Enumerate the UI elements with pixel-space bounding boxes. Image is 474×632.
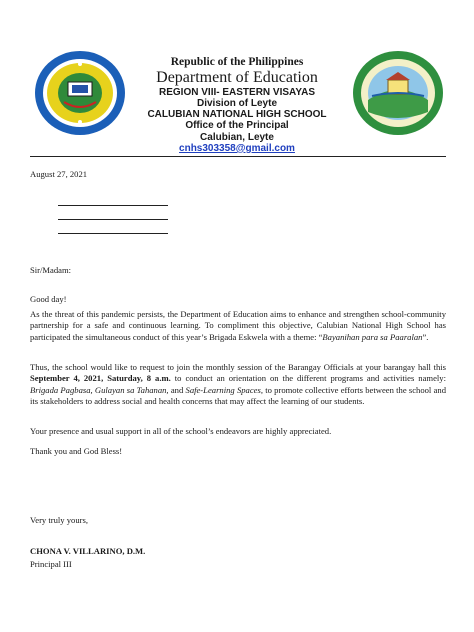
paragraph-1: As the threat of this pandemic persists, the Department of Education aims to enhance and strengthen school-community partnership for a safe and continuous learning. To compliment this objective, Calubian National High School has participated the simultaneous conduct of this year’s Brigada Eskwela with a theme: “Bayanihan para sa Paaralan”. [30, 309, 446, 342]
greeting: Good day! [30, 294, 67, 304]
region-heading: REGION VIII- EASTERN VISAYAS [159, 86, 315, 98]
recipient-line-1 [58, 205, 168, 206]
paragraph-2: Thus, the school would like to request to join the monthly session of the Barangay Officials at your barangay hall this September 4, 2021, Saturday, 8 a.m. to conduct an orientation on the different programs and activities namely: Brigada Pagbasa, Gulayan sa Tahanan, and Safe-Learning Spaces, to promote collective efforts between the school and its stakeholders to address social and health concerns that may affect the learning of our students. [30, 362, 446, 407]
letter-date: August 27, 2021 [30, 169, 88, 179]
header-divider [30, 156, 446, 157]
division-heading: Division of Leyte [196, 97, 277, 109]
event-datetime: September 4, 2021, Saturday, 8 a.m. [30, 373, 171, 384]
school-seal-logo [34, 50, 126, 136]
paragraph-3: Your presence and usual support in all of the school’s endeavors are highly appreciated. [30, 426, 332, 436]
thanks-line: Thank you and God Bless! [30, 446, 123, 456]
program-names: Brigada Pagbasa, Gulayan sa Tahanan, [30, 384, 169, 395]
email-link[interactable]: cnhs303358@gmail.com [179, 142, 295, 154]
salutation: Sir/Madam: [30, 265, 72, 275]
department-heading: Department of Education [156, 68, 318, 86]
school-heading: CALUBIAN NATIONAL HIGH SCHOOL [147, 109, 327, 121]
theme-text: Bayanihan para sa Paaralan [322, 331, 423, 342]
recipient-line-2 [58, 219, 168, 220]
closing-line: Very truly yours, [30, 515, 88, 525]
program-name-3: Safe-Learning Spaces [185, 384, 261, 395]
signatory-name: CHONA V. VILLARINO, D.M. [30, 546, 146, 556]
office-heading: Office of the Principal [185, 120, 289, 132]
republic-heading: Republic of the Philippines [170, 56, 304, 68]
location-heading: Calubian, Leyte [200, 131, 274, 143]
signatory-position: Principal III [30, 559, 72, 569]
recipient-line-3 [58, 233, 168, 234]
letterhead [130, 56, 344, 154]
division-seal-logo [352, 50, 444, 136]
